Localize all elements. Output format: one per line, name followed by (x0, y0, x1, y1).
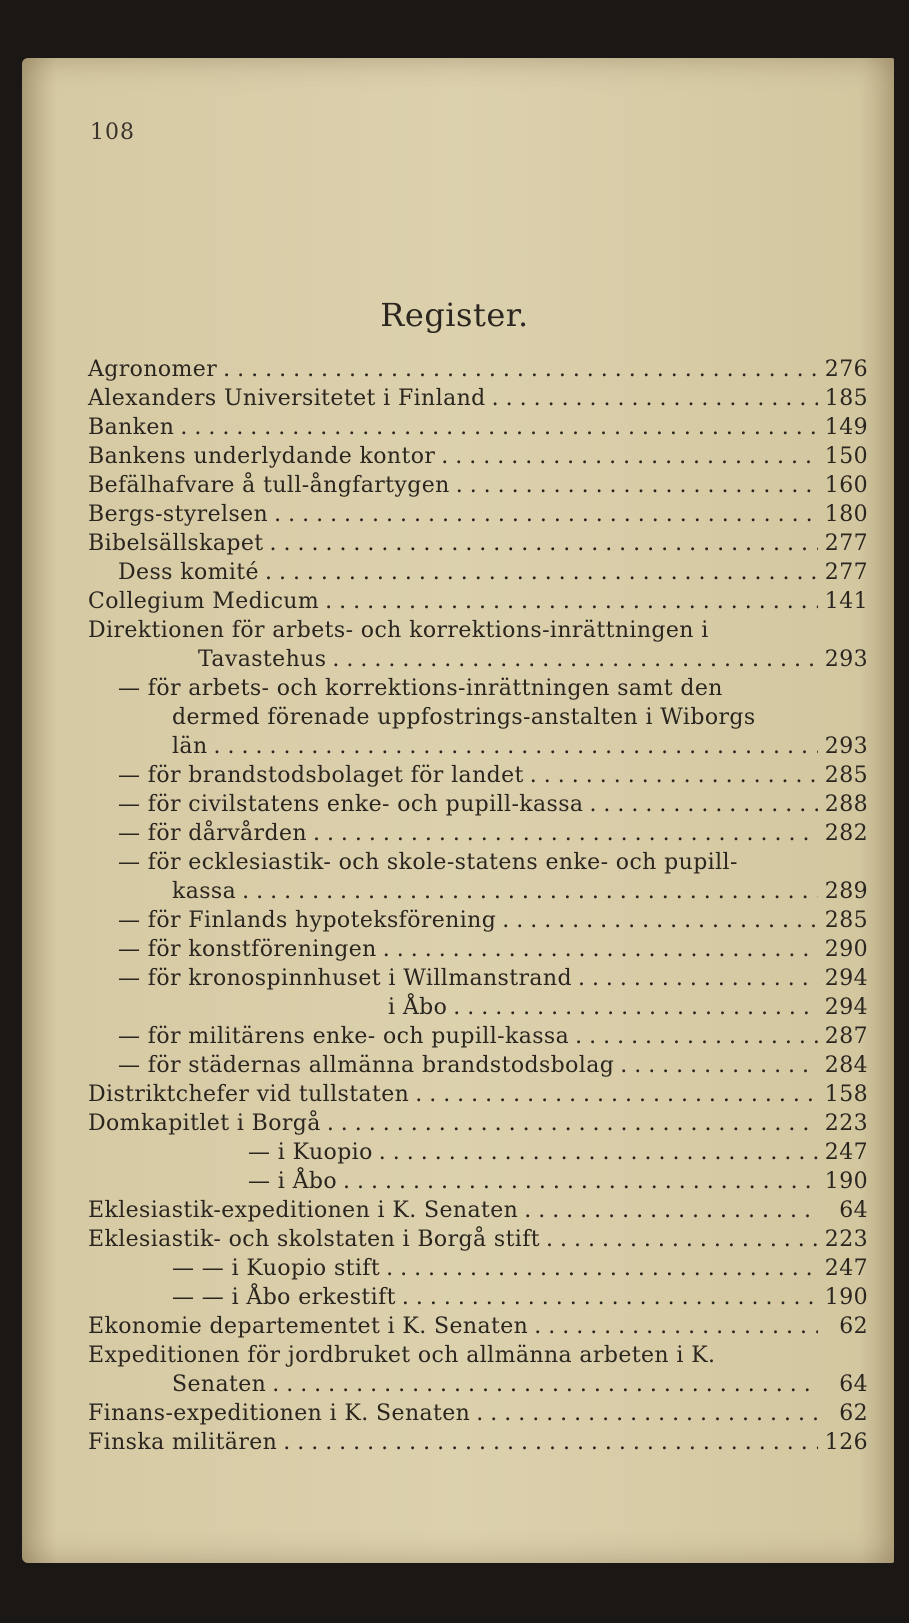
dot-leader (313, 819, 818, 848)
register-entry (88, 1080, 868, 1109)
register-entry (88, 471, 868, 500)
entry-page-number: 150 (824, 444, 868, 469)
entry-page-number: 64 (839, 1198, 868, 1223)
entry-page-number: 276 (824, 357, 868, 382)
entry-page-number: 247 (824, 1140, 868, 1165)
entry-label: — för arbets- och korrektions-inrättningen samt den (118, 676, 723, 701)
entry-label: — för brandstodsbolaget för landet (118, 763, 524, 788)
dot-leader (530, 761, 818, 790)
dot-leader (325, 587, 818, 616)
entry-label: — för konstföreningen (118, 937, 377, 962)
entry-page-number: 288 (824, 792, 868, 817)
entry-label: — för kronospinnhuset i Willmanstrand (118, 966, 572, 991)
register-entry (88, 1167, 868, 1196)
dot-leader (223, 355, 818, 384)
register-entry (88, 587, 868, 616)
entry-page-number: 180 (824, 502, 868, 527)
register-entry (88, 1283, 868, 1312)
dot-leader (441, 442, 818, 471)
dot-leader (332, 645, 818, 674)
entry-label: Befälhafvare å tull-ångfartygen (88, 473, 450, 498)
entry-page-number: 141 (824, 589, 868, 614)
entry-page-number: 290 (824, 937, 868, 962)
register-entry (88, 645, 868, 674)
register-entry (88, 1399, 868, 1428)
entry-label: Eklesiastik-expeditionen i K. Senaten (88, 1198, 519, 1223)
register-entry (88, 761, 868, 790)
dot-leader (453, 993, 818, 1022)
dot-leader (575, 1022, 818, 1051)
entry-label: — för Finlands hypoteksförening (118, 908, 497, 933)
register-entry (88, 1312, 868, 1341)
dot-leader (620, 1051, 818, 1080)
entry-page-number: 126 (824, 1430, 868, 1455)
register-entry (88, 413, 868, 442)
register-entry (88, 935, 868, 964)
entry-label: — för ecklesiastik- och skole-statens enke- och pupill- (118, 850, 738, 875)
entry-label: Bibelsällskapet (88, 531, 264, 556)
dot-leader (402, 1283, 818, 1312)
register-entry (88, 442, 868, 471)
register-entry (88, 1109, 868, 1138)
entry-label: Collegium Medicum (88, 589, 320, 614)
register-entry (88, 1051, 868, 1080)
register-entry (88, 819, 868, 848)
entry-label: — i Åbo (248, 1169, 338, 1194)
register-entry (88, 558, 868, 587)
entry-label: — i Kuopio (248, 1140, 373, 1165)
dot-leader (386, 1254, 818, 1283)
entry-page-number: 185 (824, 386, 868, 411)
entry-label: Bergs-styrelsen (88, 502, 269, 527)
dot-leader (214, 732, 818, 761)
register-entry (88, 674, 868, 703)
dot-leader (524, 1196, 818, 1225)
entry-page-number: 277 (824, 531, 868, 556)
entry-label: — — i Åbo erkestift (172, 1285, 396, 1310)
dot-leader (270, 529, 818, 558)
dot-leader (456, 471, 818, 500)
entry-label: län (172, 734, 208, 759)
register-entry (88, 384, 868, 413)
dot-leader (272, 1370, 818, 1399)
dot-leader (476, 1399, 818, 1428)
register-entry (88, 1196, 868, 1225)
entry-label: — för civilstatens enke- och pupill-kassa (118, 792, 584, 817)
entry-label: Expeditionen för jordbruket och allmänna arbeten i K. (88, 1343, 716, 1368)
dot-leader (534, 1312, 818, 1341)
entry-label: Finans-expeditionen i K. Senaten (88, 1401, 471, 1426)
register-entry (88, 964, 868, 993)
register-entry (88, 848, 868, 877)
entry-page-number: 294 (824, 995, 868, 1020)
entry-page-number: 282 (824, 821, 868, 846)
entry-page-number: 294 (824, 966, 868, 991)
entry-page-number: 223 (824, 1111, 868, 1136)
register-entry (88, 1022, 868, 1051)
entry-label: Bankens underlydande kontor (88, 444, 436, 469)
entry-page-number: 284 (824, 1053, 868, 1078)
entry-page-number: 62 (839, 1401, 868, 1426)
entry-page-number: 277 (824, 560, 868, 585)
dot-leader (265, 558, 818, 587)
entry-label: — för dårvården (118, 821, 307, 846)
entry-label: dermed förenade uppfostrings-anstalten i Wiborgs (172, 705, 756, 730)
register-entry (88, 529, 868, 558)
entry-page-number: 190 (824, 1285, 868, 1310)
dot-leader (415, 1080, 818, 1109)
entry-label: i Åbo (388, 995, 448, 1020)
entry-page-number: 287 (824, 1024, 868, 1049)
entry-label: Agronomer (88, 357, 218, 382)
register-entry (88, 1428, 868, 1457)
dot-leader (343, 1167, 818, 1196)
entry-label: Tavastehus (198, 647, 327, 672)
entry-page-number: 223 (824, 1227, 868, 1252)
entry-page-number: 149 (824, 415, 868, 440)
entry-page-number: 293 (824, 734, 868, 759)
entry-page-number: 247 (824, 1256, 868, 1281)
dot-leader (274, 500, 818, 529)
entry-page-number: 62 (839, 1314, 868, 1339)
entry-label: — för städernas allmänna brandstodsbolag (118, 1053, 615, 1078)
register-entry (88, 906, 868, 935)
register-entry (88, 1341, 868, 1370)
entry-page-number: 285 (824, 763, 868, 788)
entry-page-number: 190 (824, 1169, 868, 1194)
dot-leader (180, 413, 818, 442)
register-entry (88, 355, 868, 384)
entry-label: Finska militären (88, 1430, 278, 1455)
entry-label: Ekonomie departementet i K. Senaten (88, 1314, 529, 1339)
register-list (88, 355, 868, 1457)
entry-label: Eklesiastik- och skolstaten i Borgå stift (88, 1227, 541, 1252)
entry-page-number: 158 (824, 1082, 868, 1107)
entry-label: Banken (88, 415, 175, 440)
entry-page-number: 160 (824, 473, 868, 498)
register-entry (88, 1138, 868, 1167)
register-entry (88, 993, 868, 1022)
entry-label: Direktionen för arbets- och korrektions-inrättningen i (88, 618, 709, 643)
dot-leader (327, 1109, 818, 1138)
entry-page-number: 293 (824, 647, 868, 672)
register-entry (88, 703, 868, 732)
entry-page-number: 289 (824, 879, 868, 904)
dot-leader (578, 964, 818, 993)
dot-leader (546, 1225, 818, 1254)
page-number: 108 (90, 120, 135, 145)
register-entry (88, 1370, 868, 1399)
dot-leader (492, 384, 818, 413)
dot-leader (242, 877, 818, 906)
register-entry (88, 616, 868, 645)
entry-label: Distriktchefer vid tullstaten (88, 1082, 410, 1107)
dot-leader (283, 1428, 818, 1457)
register-entry (88, 790, 868, 819)
dot-leader (502, 906, 818, 935)
entry-label: — för militärens enke- och pupill-kassa (118, 1024, 570, 1049)
register-entry (88, 877, 868, 906)
register-entry (88, 732, 868, 761)
entry-label: kassa (172, 879, 237, 904)
register-entry (88, 1225, 868, 1254)
entry-label: Senaten (172, 1372, 267, 1397)
entry-label: Domkapitlet i Borgå (88, 1111, 321, 1136)
register-entry (88, 1254, 868, 1283)
entry-page-number: 285 (824, 908, 868, 933)
dot-leader (379, 1138, 818, 1167)
dot-leader (589, 790, 818, 819)
entry-label: Dess komité (118, 560, 259, 585)
entry-label: Alexanders Universitetet i Finland (88, 386, 486, 411)
entry-label: — — i Kuopio stift (172, 1256, 381, 1281)
register-entry (88, 500, 868, 529)
page-title: Register. (380, 296, 529, 334)
dot-leader (383, 935, 818, 964)
entry-page-number: 64 (839, 1372, 868, 1397)
